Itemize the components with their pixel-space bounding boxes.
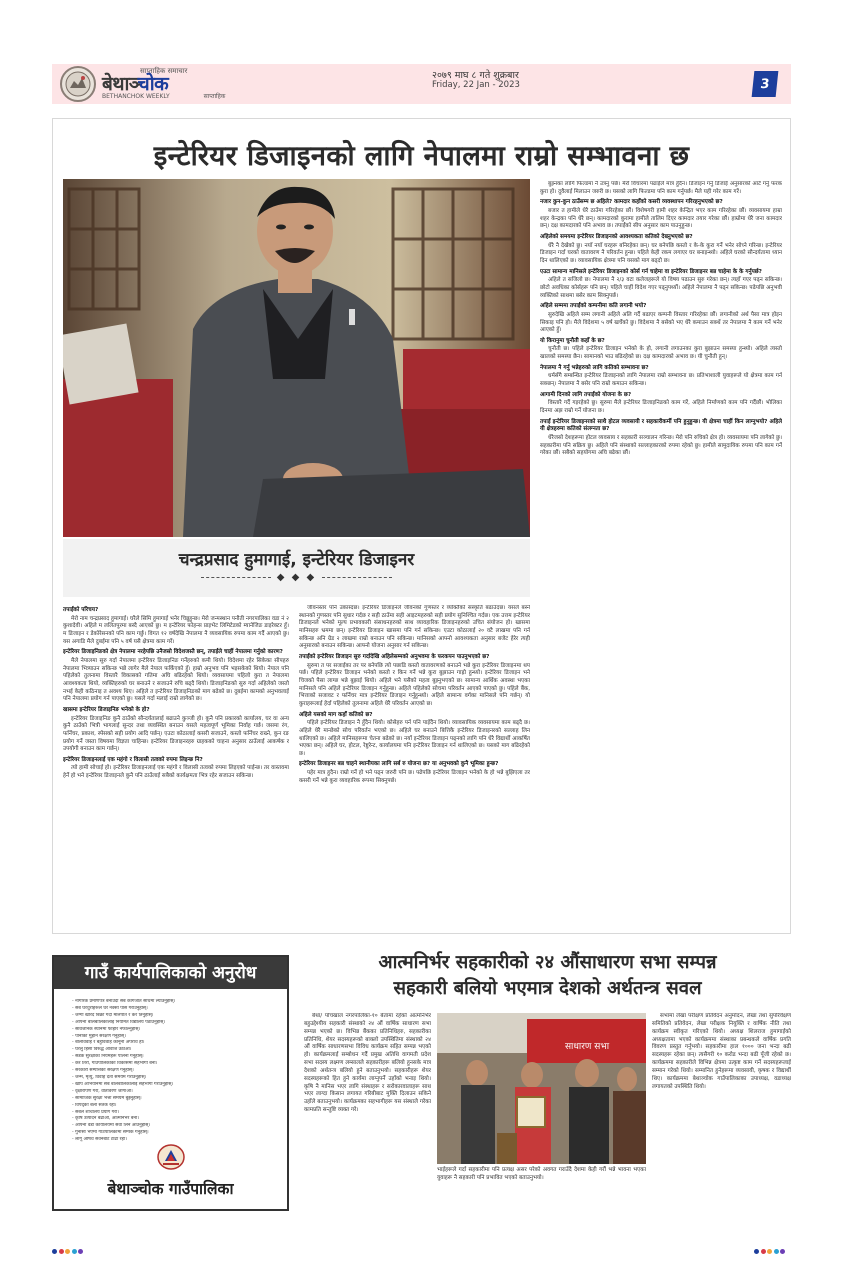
issue-date-nepali: २०७९ माघ ८ गते शुक्रबार: [432, 70, 519, 81]
interview-question: खासमा इन्टेरियर डिजाइनिङ भनेको के हो?: [63, 706, 150, 713]
notice-item: - कृषि उत्पादन बढाऔं, आत्मनिर्भर बनौं।: [72, 1116, 139, 1122]
notice-item: - पानीको मुहान संरक्षण गर्नुहोस्।: [72, 1033, 126, 1039]
notice-list: [72, 999, 273, 1144]
interview-question: इन्टेरियर डिजाइनिङको क्षेत्र नेपालमा नरहेपछि उनैजसो विदेशजस्तै छन्, तपाईंले चाहीं नेपालमा गर्नुको कारण?: [63, 649, 283, 656]
notice-item: - सामाजिक सुरक्षा भत्ता समयमै बुझ्नुहोस्।: [72, 1095, 142, 1101]
footer-dot: [78, 1249, 83, 1254]
interview-answer: त्यो हामी सोचाई हो। इन्टेरियर डिजाइनलाई एक महंगो र विलासी तत्वको रुपमा लिइएको पाईन्छ। तर वास्तवमा हेर्ने हो भने इन्टेरियर डिजाइनले कुनै पनि ठाउँलाई सबैको कार्यक्षमता भित्र रहेर सजाउन सकिन्छ।: [63, 765, 289, 780]
interview-answer: पहिले इन्टेरियर डिजाइन नै हुँदैन थियो। कोसेहरु पर्न पनि पाइँदैन थियो। व्यावसायिक व्यवसायमा काम बढ्दै छ। अहिले धेरै मान्छेको सोच परिवर्तन भएको छ। अहिले घर बनाउने बित्तिकै इन्टेरियर डिजाइनरको सल्लाह लिन थालिएको छ। अहिले मानिसहरूमा चेतना बढेको छ। नयाँ इन्टेरियर डिजाइन पढ्नको लागि पनि धेरै विद्यार्थी आकर्षित भएका छन्। अहिले घर, होटल, रेष्टुरेन्ट, कार्यालयमा पनि इन्टेरियर डिजाइन गर्न थालिएको छ। यसको माग बढिरहेको छ।: [299, 720, 530, 757]
interview-answer: विस्तारै गर्दै गइरहेको छु। सुरुमा मैले इन्टेरियर डिजाइनिङको काम गरें, अहिले निर्माणको काम पनि गर्दैछौं। भोलिका दिनमा अझ राम्रो गर्ने योजना छ।: [540, 400, 782, 415]
municipality-notice: [52, 955, 289, 1211]
interview-answer: सुरुदेखि अहिले सम्म लगानी अहिले अलि गर्दै बढाएर कम्पनी विस्तार गरिरहेका छौं। लगानीको अर्थ पैसा मात्र होइन सिकाइ पनि हो। मैले विदेशमा ५ वर्ष खर्चेको छु। विदेशमा नै बसेको भए धेरै कमाउन सक्थें तर नेपालमा नै काम गर्ने भनेर आएको हुँ।: [540, 311, 782, 334]
story2-column-1: [304, 1013, 431, 1225]
interview-question: तपाईंको परिचय?: [63, 607, 99, 613]
interview-answer: इन्टेरियर डिजाइनिङ कुनै ठाउँको सौन्दर्यतालाई बढाउने कुञ्जी हो। कुनै पनि प्रकारको कार्यालय, घर वा अन्य कुनै ठाउँको भित्री भागलाई सुन्दर तथा व्यवस्थित बनाउन यसले महत्वपूर्ण भूमिका निर्वाह गर्छ। जसमा रंग, फर्निचर, प्रकाश, स्पेसको सही प्रयोग आदि पर्छन्। एउटा कोठालाई कसरी सजाउने, कस्तो फर्निचर राख्ने, कुन रङ प्रयोग गर्ने जस्ता विषयमा विज्ञता चाहिन्छ। इन्टेरियर डिजाइनरहरु ग्राहकको चाहना अनुसार ठाउँलाई आकर्षक र उपयोगी बनाउन काम गर्छन्।: [63, 715, 289, 753]
portrait-photo: [63, 179, 530, 537]
notice-title: गाउँ कार्यपालिकाको अनुरोध: [54, 957, 287, 989]
notice-item: - जग्गा खरिद बिक्री गर्दा मालपोत र कर तिर्नुहोस्।: [72, 1012, 154, 1018]
story2-headline-line2: सहकारी बलियो भएमात्र देशको अर्थतन्त्र सवल: [393, 978, 702, 999]
notice-item: - लागू औषध सेवनबाट टाढा रहौं।: [72, 1137, 127, 1143]
notice-item: - नागरिक प्रमाणपत्र बनाउँदा सबै कागजात साथमा ल्याउनुहोस्।: [72, 999, 176, 1004]
newspaper-logo-icon: [60, 66, 96, 102]
interview-question: तपाईंको इन्टेरियर डिजाइन सुरु गर्दादेखि अहिलेसम्मको अनुभवमा के फरकपन पाउनुभएको छ?: [299, 653, 490, 660]
notice-item: - कर तिरौं, गाउँपालिकाको विकासमा सहभागी बनौं।: [72, 1061, 158, 1067]
interview-answer: चुनौती छ। पहिले इन्टेरियर डिजाइन भनेको के हो, लगानी लगाउनका कुरा बुझाउन समस्या हुन्थ्यो। अहिले त्यस्तो खालको समस्या छैन। सामानको भाउ बढिरहेको छ। दक्ष कामदारको अभाव छ। यी चुनौती हुन्।: [540, 346, 782, 361]
notice-item: - आफ्नो बालबालिकालाई नियमित विद्यालय पठाउनुहोस्।: [72, 1019, 166, 1025]
issue-date: [432, 71, 520, 91]
masthead-tagline: साप्ताहिक समाचार: [139, 67, 188, 75]
notice-item: - विपद्को बेला सतर्क रहौं।: [72, 1102, 117, 1108]
story-headline: इन्टेरियर डिजाइनको लागि नेपालमा राम्रो सम्भावना छ: [153, 140, 690, 172]
page-header: [52, 64, 791, 104]
nepal-emblem-icon: [156, 1143, 186, 1171]
masthead-english: [102, 94, 225, 100]
story2-headline-line1: आत्मनिर्भर सहकारीको २४ औंसाधारण सभा सम्पन्न: [378, 952, 717, 973]
masthead-english-name: BETHANCHOK WEEKLY: [102, 93, 170, 100]
interview-question: इन्टेरियर डिजाइनलाई एक महंगो र विलासी तत्वको रुपमा लिइन्छ नि?: [63, 756, 203, 763]
interview-answer: बजार त हामीले धेरै ठाउँमा गरिरहेका छौं। विशेषगरी हामी शहर केन्द्रित भएर काम गरिरहेका छौं। व्यवसायमा हाम्रा शहर केन्द्रका पनि धेरै छन्। कामदारको कुरामा हामीले तालिम दिएर कामदार तयार गरेका छौं। हाम्रोमा धेरै जना कामदार छन्। दक्ष कामदारको पनि अभाव छ। तपाईंको सीप अनुसार काम पाउनुहुन्छ।: [540, 207, 782, 230]
main-story: [52, 118, 791, 934]
story2-headline: [304, 950, 791, 1002]
notice-item: - सबैले शौचालय प्रयोग गरौं।: [72, 1109, 119, 1115]
interview-question: आगामी दिनको लागि तपाईंको योजना के छ?: [540, 391, 632, 398]
notice-item: - सडक सुरक्षाका नियमहरू पालना गर्नुहोस्।: [72, 1054, 144, 1060]
footer-dot: [761, 1249, 766, 1254]
masthead-name-part-a: बेथाञ्: [102, 73, 138, 95]
notice-item: - सार्वजनिक स्थानमा फोहोर नफाल्नुहोस्।: [72, 1026, 141, 1032]
footer-dots-right: [754, 1247, 787, 1256]
footer-dot: [52, 1249, 57, 1254]
interview-answer: जीवनस्तर पनि उकास्दछ। इन्टेरियर डिजाइनले जीवनको गुणस्तर र व्यक्तिको संस्कृति बढाउँदछ। यसले बस्ने स्थानको गुणस्तर पनि सुधार गर्दछ र सही ठाउँमा सही आइटमहरुको सही प्रयोग सुनिश्चित गर्दछ। एक उत्तम इन्टेरियर डिजाइनले भनेको मूल्य प्रभावकारी संसाधनहरुको साथ व्यावहारिक डिजाइनहरुको उचित संयोजन हो। खासमा मानिसहरु भ्रममा छन्। इन्टेरियर डिजाइन खासमा पनि गर्न सकिन्छ। एउटा कोठालाई २० वटै लाखमा पनि गर्न सकिन्छ अनि ग्रेड २ लाखमा राम्रो बनाउन पनि सकिन्छ। मानिसको आफ्नो आवश्यकता अनुसार बजेट हेरेर त्यही अनुसारको बनाउन सकिन्छ। आफ्नो योजना अनुसार गर्न सकिन्छ।: [299, 605, 530, 650]
interview-answer: धेरैजसो देशहरूमा होटल व्यवसाय र सहकारी सञ्चालन गरिन्छ। मेरो पनि रुचिको क्षेत्र हो। व्यवसायमा पनि लागेको छु। सहकारीमा पनि सक्रिय छु। अहिले पनि संस्थाको सल्लाहकारको रुपमा रहेको छु। हामीले सामुदायिक रुपमा पनि काम गर्ने गरेका छौं। सबैको सहयोगमा अघि बढेका छौं।: [540, 435, 782, 457]
footer-dot: [774, 1249, 779, 1254]
notice-footer: बेथाञ्चोक गाउँपालिका: [107, 1180, 234, 1198]
interview-question: एउटा सामान्य मानिसले इन्टेरियर डिजाइनको कोर्स गर्न चाहेमा वा इन्टेरियर डिजाइनर बन्न चाहेमा के के गर्नुपर्छ?: [540, 268, 762, 275]
interview-question: अहिले यसको माग कहाँ कतिको छ?: [299, 711, 373, 718]
masthead-name: [102, 75, 225, 94]
caption-ornament: [63, 572, 530, 583]
story-column-2: [299, 605, 530, 929]
masthead: [102, 68, 225, 100]
interview-question: नजार कुन-कुन ठाउँसम्म छ अहिले? कामदार कहाँको कसरी व्यवस्थापन गरिरहनुभएको छ?: [540, 199, 723, 206]
story2-column-3: [652, 1013, 791, 1225]
footer-dot: [754, 1249, 759, 1254]
interview-question: अहिलेको समयमा इन्टेरियर डिजाइनको आवश्यकता कतिको देख्नुभएको छ?: [540, 233, 693, 240]
interview-answer: अहिले त सजिलो छ। नेपालमा नै २/३ वटा कलेजहरूले यो विषय पढाउन सुरु गरेका छन्। त्यहाँ गएर पढ्न सकिन्छ। छोटो अवधिका कोर्सहरू पनि छन्। पहिले चाहीं विदेश गएर पढ्नुपर्थ्यो। अहिले नेपालमा नै पढ्न सकिन्छ। पढेपछि अनुभवी व्यक्तिको साथमा बसेर काम सिक्नुपर्छ।: [540, 277, 782, 299]
cooperative-photo-caption: भाईहरूले गर्दा सहकारीमा पनि प्रत्यक्ष असर परेको अवगत गराउँदै देशमा केही गरौं भन्ने भावना भएका युवाहरू नै सहकारी पनि प्रभावित भएको बताउनुभयो।: [437, 1167, 646, 1181]
photo-caption: [63, 539, 530, 597]
interview-question: नेपालमा नै गर्नु भन्नेहरुको लागि कतिको सम्भावना छ?: [540, 364, 649, 371]
notice-item: - सबै घरधुरीहरूले घर नक्सा पास गराउनुहोस्।: [72, 1005, 148, 1011]
interview-question: तपाईं इन्टेरियर डिजाइनरको साथै होटल व्यवसायी र सहकारीकर्मी पनि हुनुहुन्छ। यी क्षेत्रमा चाहीं किन लाग्नुभयो? अहिले यी क्षेत्रहरुमा कतिको संलग्नता छ?: [540, 418, 782, 433]
interview-answer: मैले नेपालमा सुरु गर्दा नेपालमा इन्टेरियर डिजाइनिङ गर्नेहरुको कमी थियो। विदेशमा रहेर सिकेका सीपहरु नेपालमा भित्र्याउन सकिन्छ भन्ने लागेर मैले नेपाल फर्किएको हुँ। हाम्रो अनुभव पनि भइसकेको थियो। नेपाल पनि पहिलेको तुलनामा विस्तारै विकासको गतिमा अघि बढिरहेको थियो। व्यवसायमा पहिलो कुरा त नेपालमा आवश्यकता थियो, व्यक्तिहरुको घर बनाउने र सजाउने रुचि बढ्दै थियो। डिजाइनिङको सुरु गर्दा अहिलेको जस्तो नभई केही कठिनाइ त अवश्य थिए। अहिले त इन्टेरियर डिजाइनिङको माग बढेको छ। दुबईमा कामको अनुभवलाई पनि नेपालमा प्रयोग गर्न पाएको छु। यसले गर्दा मलाई राम्रो लागेको छ।: [63, 657, 289, 703]
footer-dot: [72, 1249, 77, 1254]
notice-item: - वृक्षारोपण गरौं, वातावरण जोगाऔं।: [72, 1088, 133, 1094]
photo-caption-text: चन्द्रप्रसाद हुमागाई, इन्टेरियर डिजाइनर: [178, 550, 415, 570]
story-column-1: [63, 605, 289, 929]
notice-item: - घरेलु हिंसा विरुद्ध आवाज उठाऔं।: [72, 1047, 132, 1053]
notice-item: - जन्म, मृत्यु, विवाह दर्ता समयमै गराउनुहोस्।: [72, 1074, 147, 1080]
interview-answer: धेरै नै देखेको छु। नयाँ नयाँ घरहरू बनिरहेका छन्। घर बनेपछि कस्तो र के-के कुरा गर्ने भनेर सोच्ने गरिन्छ। इन्टेरियर डिजाइन गर्दा घरको वातावरण नै परिवर्तन हुन्छ। पहिले केही रकम लगाएर घर बनाइन्थ्यो। अहिले घरको सौन्दर्यतामा ध्यान दिन थालिएको छ। व्यावसायिक क्षेत्रमा पनि यसको माग बढ्दो छ।: [540, 242, 782, 264]
caption-ornament-diamonds: ◆ ◆ ◆: [276, 572, 317, 583]
interview-answer: बुझ्नका लागि फिल्डमा नै उत्रनु पर्छ। मेरो विचारमा पढाईले मात्र हुँदैन। डिजाइन गर्नु डिजाई अनुसारको आर्ट गर्नु फरक कुरा हो। दुवैलाई मिलाउन जरुरी छ। यसको लागि फिल्डमा पनि काम गर्नुपर्छ। मैले यही गरेर काम गरें।: [540, 181, 782, 195]
issue-date-english: Friday, 22 Jan - 2023: [432, 80, 520, 91]
notice-item: - आफ्नो वडा कार्यालयमा सेवा लिन आउनुहोस्।: [72, 1123, 151, 1129]
notice-item: - बालविवाह र बहुविवाह कानूनी अपराध हो।: [72, 1040, 145, 1046]
notice-item: - खोप अभियानमा सबै बालबालिकालाई सहभागी गराउनुहोस्।: [72, 1081, 174, 1087]
interview-answer: पहेर मात्र हुदैन। राम्रो गर्ने हो भने पढ्न जरुरी पनि छ। पढेपछि इन्टेरियर डिजाइन भनेको के हो भन्ने बुझिएला तर कसरी गर्ने भन्ने कुरा व्यवहारिक रूपमा सिक्नुपर्छ।: [299, 770, 530, 784]
footer-dot: [59, 1249, 64, 1254]
interview-question: इन्टेरियर डिजाइनर बन्न चाहने स्थानीयका लागि सर्ब रु योजना छ? या अनुभवको कुनै भूमिका हुन्छ?: [299, 761, 499, 768]
interview-question: यो किरानुमा चुनौती कहाँ के छ?: [540, 337, 605, 344]
interview-answer: धर्मसँगै सम्बन्धित इन्टेरियर डिजाइनको लागि नेपालमा राम्रो सम्भावना छ। प्रतिभाशाली युवाहरूले यो क्षेत्रमा काम गर्न सक्छन्। नेपालमा नै बसेर पनि राम्रो कमाउन सकिन्छ।: [540, 373, 782, 388]
story2-column-3-text: सभामा लेखा परीक्षण प्रतिवेदन अनुमोदन, लेखा तथा सुपरिवेक्षण समितिको प्रतिवेदन, लेखा परीक्षक नियुक्ति र वार्षिक नीति तथा कार्यक्रम स्वीकृत गरिएको थियो। अध्यक्ष शिलराज हुमागाईको अध्यक्षतामा भएको कार्यक्रममा संस्थाका प्रबन्धकले वार्षिक प्रगति विवरण प्रस्तुत गर्नुभयो। सहकारीमा हाल १००० जना भन्दा बढी सदस्यहरू रहेका छन्। त्यसैगरी १० करोड भन्दा बढी पूँजी रहेको छ। कार्यक्रममा सहकारीले विभिन्न क्षेत्रमा उत्कृष्ट काम गर्ने सदस्यहरूलाई सम्मान गरेको थियो। सम्मानित हुनेहरूमा व्यवसायी, कृषक र विद्यार्थी थिए। कार्यक्रममा बेथाञ्चोक गाउँपालिकाका उपाध्यक्ष, वडाध्यक्ष लगायतको उपस्थिति थियो।: [652, 1013, 791, 1090]
interview-question: अहिले सम्ममा तपाईंको कम्पनीमा कति लगानी भयो?: [540, 303, 647, 310]
footer-dot: [780, 1249, 785, 1254]
interview-answer: मेरो नाम चन्द्रप्रसाद हुमागाई। घरैले सिमि हुमागाई भनेर चिन्नुहुन्छ। मेरो जन्मस्थान पनौती नगरपालिका वडा नं २ कुशादेवी। अहिले म ललितपुरमा बस्दै आएको छु। म इन्टेरियर फोहन्स प्राइभेट लिमिटेडको म्यानेजिङ डाइरेक्टर हुँ। म डिजाइन र डेकोरेसनको पनि काम गर्छु। विगत १२ वर्षदेखि नेपालमा नै व्यवसायिक रुपमा काम गर्दै आएको छु। यस अगाडि मैले दुबईमा पनि ५ वर्ष यसै क्षेत्रमा काम गरें।: [63, 615, 289, 645]
page-number-badge: 3: [752, 71, 779, 97]
event-banner-text: साधारण सभा: [564, 1042, 610, 1052]
footer-dot: [767, 1249, 772, 1254]
story-column-3: [540, 181, 782, 929]
story2-column-1-text: बेथा/ पाँचखाल नगरपालिका-१० बेतामा रहेको आत्मनिर्भर बहुउद्देश्यीय सहकारी संस्थाको २४ औं वार्षिक साधारण सभा सम्पन्न भएको छ। विभिन्न बैंकका प्रतिनिधिहरु, सहकारीका प्रतिनिधि, शेयर सदस्यहरूको बाक्लो उपस्थितिमा संस्थाको २४ औं वार्षिक साधारणसभा विविध कार्यक्रम सहित सम्पन्न भएको हो। कार्यक्रमलाई सम्बोधन गर्दै प्रमुख अतिथि वागमती प्रदेश सभा सदस्य लक्ष्मण लम्सालले सहकारीहरू बलियो हुनसके मात्र देशको अर्थतन्त्र बलियो हुने बताउनुभयो। सहकारीहरू शेयर सदस्यहरूको हित हुने कार्यमा लाग्नुपर्ने उहाँको भनाइ थियो। कृषि नै मानिस भएर लागि संस्थाहरू र सरोकारवालाहरू साथ भएर लाग्दा किसान लगायत गरिबीबाट मुक्ति दिलाउन सकिने उहाँले बताउनुभयो। कार्यक्रमका सहभागीहरू यस संस्थाले गरेका कामप्रति सन्तुष्टि व्यक्त गरे।: [304, 1013, 431, 1114]
footer-dot: [65, 1249, 70, 1254]
masthead-weekly-tag: साप्ताहिक: [203, 93, 226, 100]
interview-answer: सुरुमा त पर सजाईका तर पर बनेपछि त्यो पछाडि कस्तो वातावरणको बनाउने भन्ने कुरा इन्टेरियर डिजाइनमा थप पर्छ। पहिले इन्टेरियर डिजाइन भनेको कस्तो र किन गर्ने भन्ने कुरा बुझाउन गाह्रो हुन्थ्यो। इन्टेरियर डिजाइन भने चिजको पैसा लाग्छ भन्ने बुझाई थियो। अहिले भने यसैको महत्व बुझ्नुभएको छ। सामान्य आर्थिक अवस्था भएका मानिसले पनि अहिले इन्टेरियर डिजाइन गर्नुहुन्छ। अहिले पहिलेको सोचमा परिवर्तन आएको पाएको छु। पहिले बैंक, भित्ताको सजावट र फर्निचर मात्र इन्टेरियर डिजाइन गर्नुहुन्थ्यो। अहिले सामान्य वर्गका मानिसले पनि गर्छन्। यो कुराहरूलाई हेर्दा पहिलेको तुलनामा अहिले धेरै परिवर्तन आएको छ।: [299, 662, 530, 707]
cooperative-event-photo: [437, 1013, 646, 1164]
notice-item: - गुनासो भएमा गाउँपालिकामा सम्पर्क गर्नुहोस्।: [72, 1130, 149, 1136]
masthead-name-part-b: चोक: [137, 73, 169, 95]
notice-item: - सरकारी सम्पत्तिको संरक्षण गर्नुहोस्।: [72, 1068, 134, 1074]
footer-dots-left: [52, 1247, 85, 1256]
